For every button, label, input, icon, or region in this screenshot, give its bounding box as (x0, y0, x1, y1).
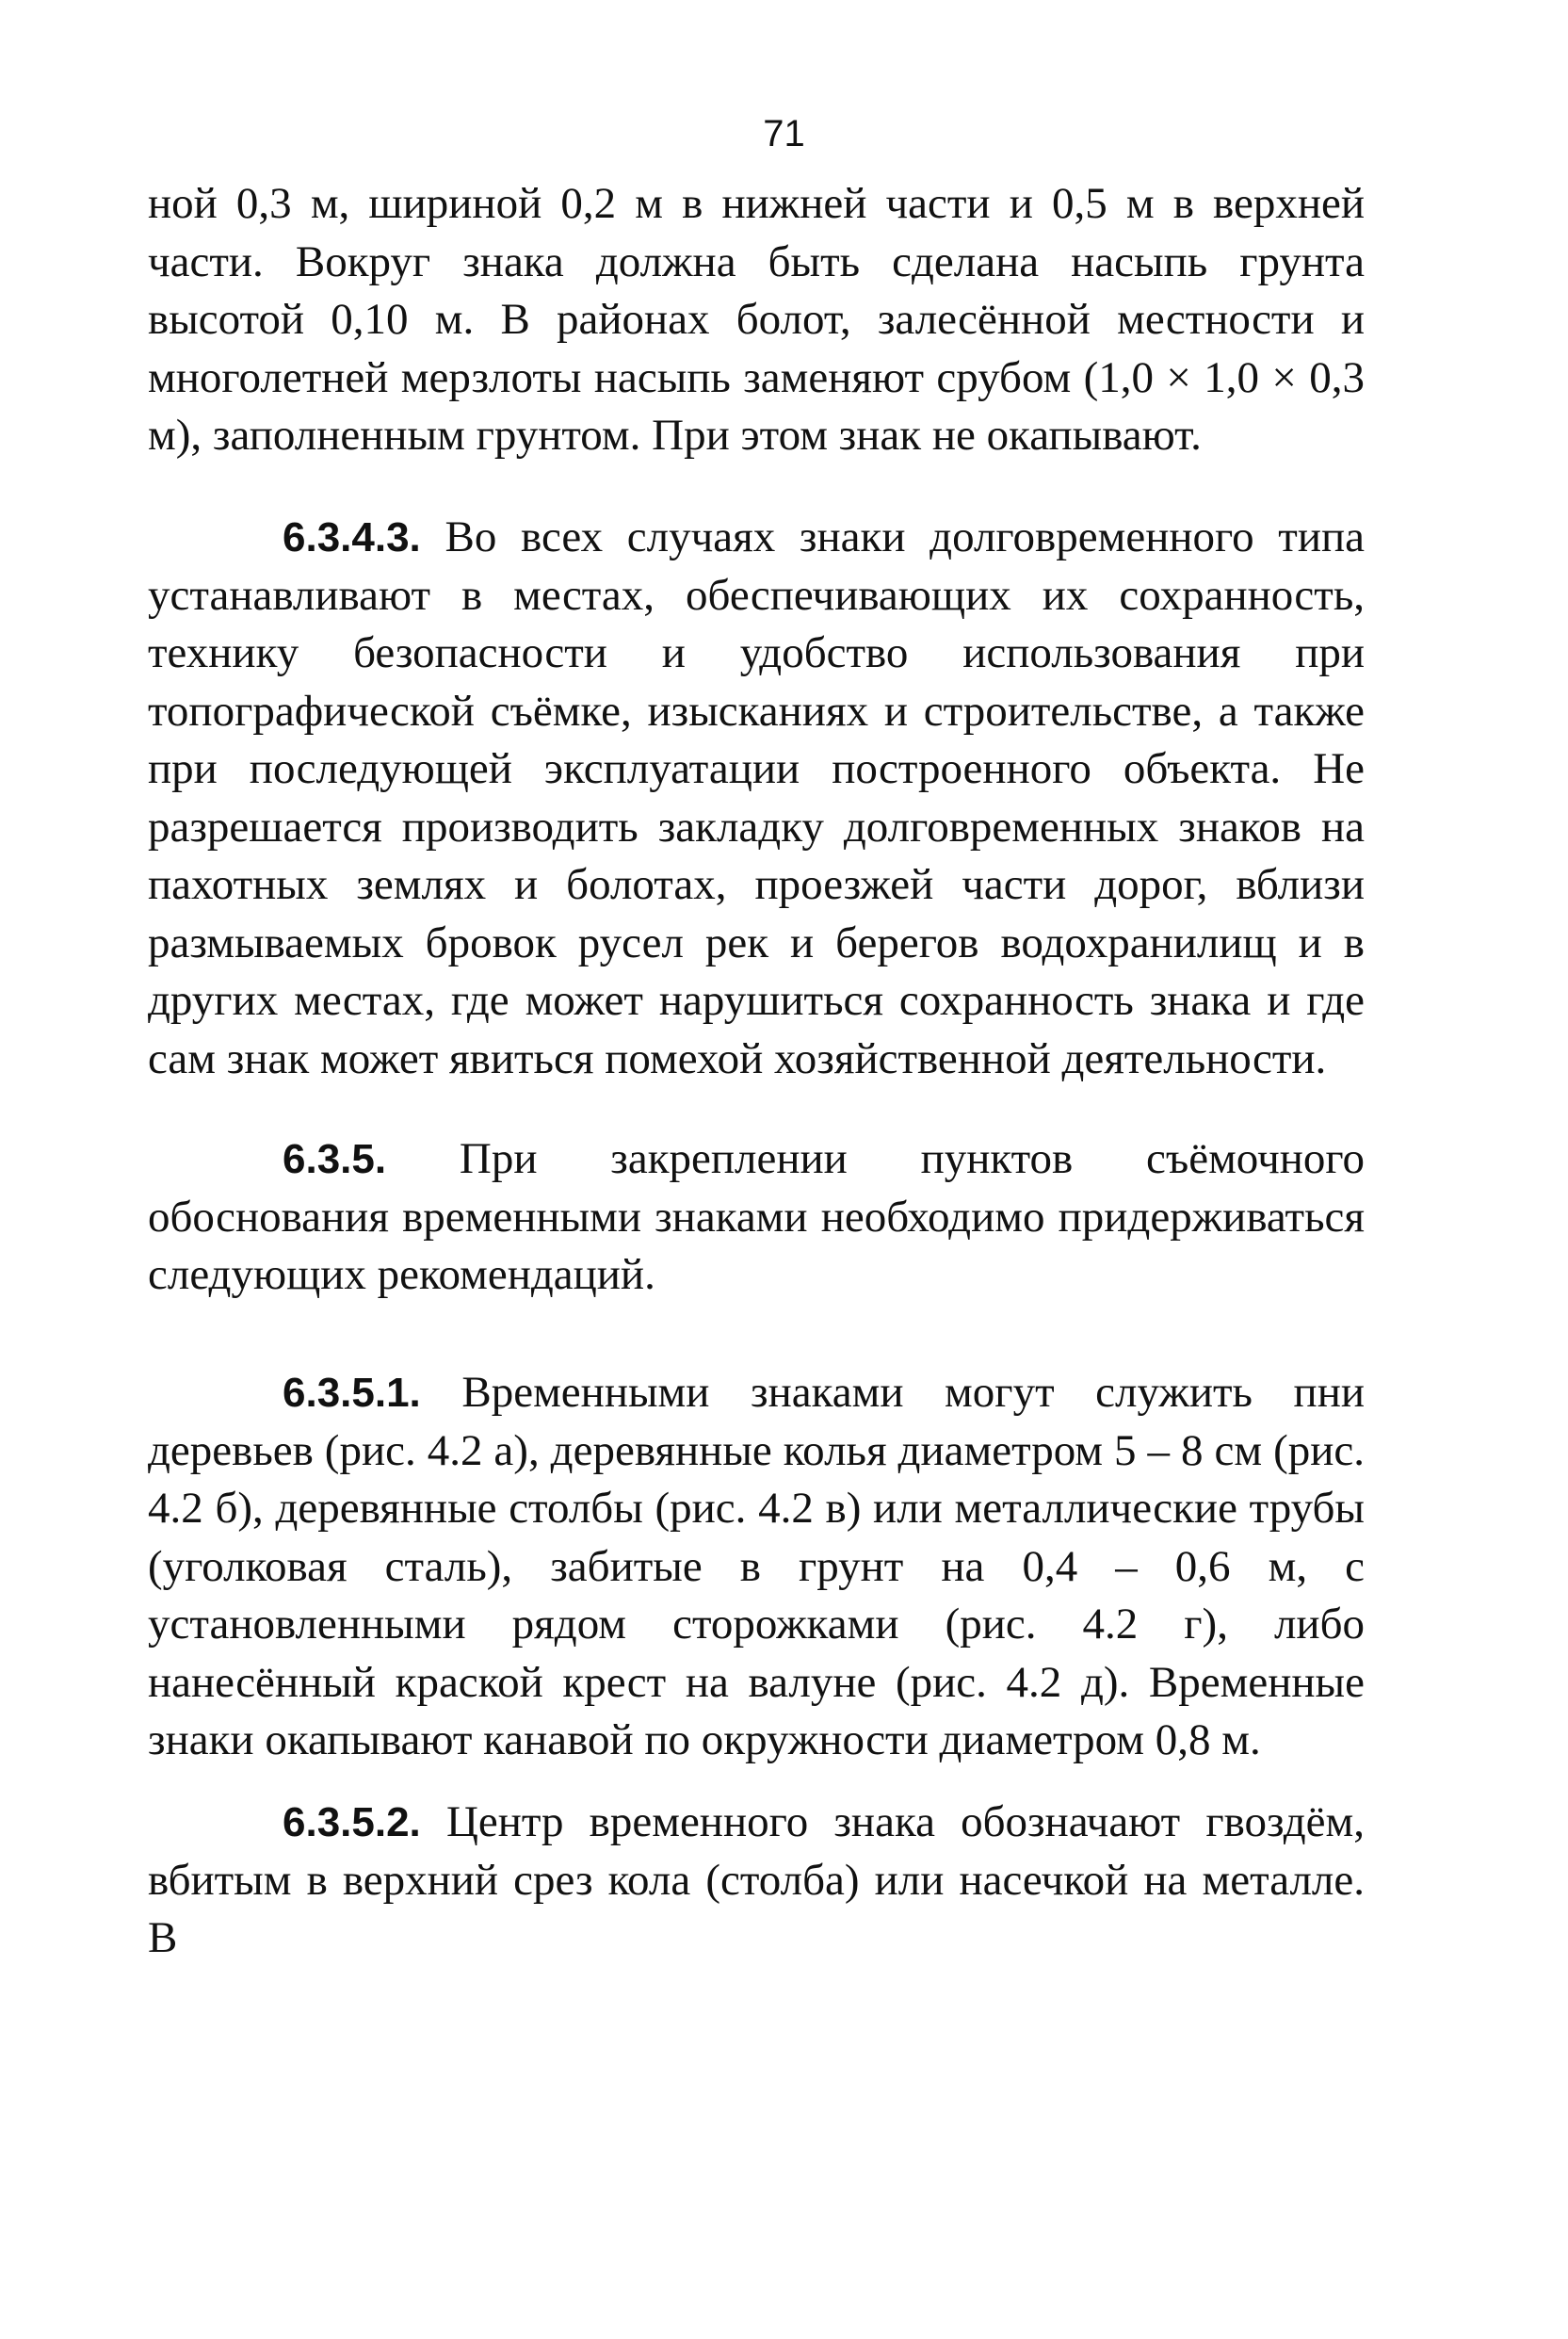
clause-text: При закреплении пунктов съёмочного обоснования временными знаками необходимо придерживаться следующих рекомендаций. (148, 1134, 1365, 1299)
clause-text: Центр временного знака обозначают гвоздём, вбитым в верхний срез кола (столба) или насечкой на металле. В (148, 1797, 1365, 1962)
clause-number: 6.3.4.3. (283, 514, 421, 560)
page-number: 71 (763, 113, 805, 154)
clause-6-3-4-3 (148, 509, 1365, 1088)
clause-text: Во всех случаях знаки долговременного типа устанавливают в местах, обеспечивающих их сохранность, технику безопасности и удобство использования при топографической съёмке, изысканиях и строительстве, а также при последующей эксплуатации построенного объекта. Не разрешается производить закладку долговременных знаков на пахотных землях и болотах, проезжей части дорог, вблизи размываемых бровок русел рек и берегов водохранилищ и в других местах, где может нарушиться сохранность знака и где сам знак может явиться помехой хозяйственной деятельности. (148, 512, 1366, 1083)
clause-6-3-5 (148, 1130, 1365, 1305)
clause-6-3-5-1 (148, 1364, 1365, 1770)
clause-text: Временными знаками могут служить пни деревьев (рис. 4.2 а), деревянные колья диаметром 5 – 8 см (рис. 4.2 б), деревянные столбы (рис. 4.2 в) или металлические трубы (уголковая сталь), забитые в грунт на 0,4 – 0,6 м, с установленными рядом сторожками (рис. 4.2 г), либо нанесённый краской крест на валуне (рис. 4.2 д). Временные знаки окапывают канавой по окружности диаметром 0,8 м. (148, 1368, 1366, 1764)
paragraph-continuation (148, 175, 1365, 465)
clause-number: 6.3.5.1. (283, 1370, 421, 1416)
clause-number: 6.3.5. (283, 1136, 387, 1182)
clause-number: 6.3.5.2. (283, 1799, 421, 1845)
paragraph-text: ной 0,3 м, шириной 0,2 м в нижней части и 0,5 м в верхней части. Вокруг знака должна быть сделана насыпь грунта высотой 0,10 м. В районах болот, залесённой местности и многолетней мерзлоты насыпь заменяют срубом (1,0 × 1,0 × 0,3 м), заполненным грунтом. При этом знак не окапывают. (148, 179, 1365, 460)
clause-6-3-5-2 (148, 1794, 1365, 1968)
